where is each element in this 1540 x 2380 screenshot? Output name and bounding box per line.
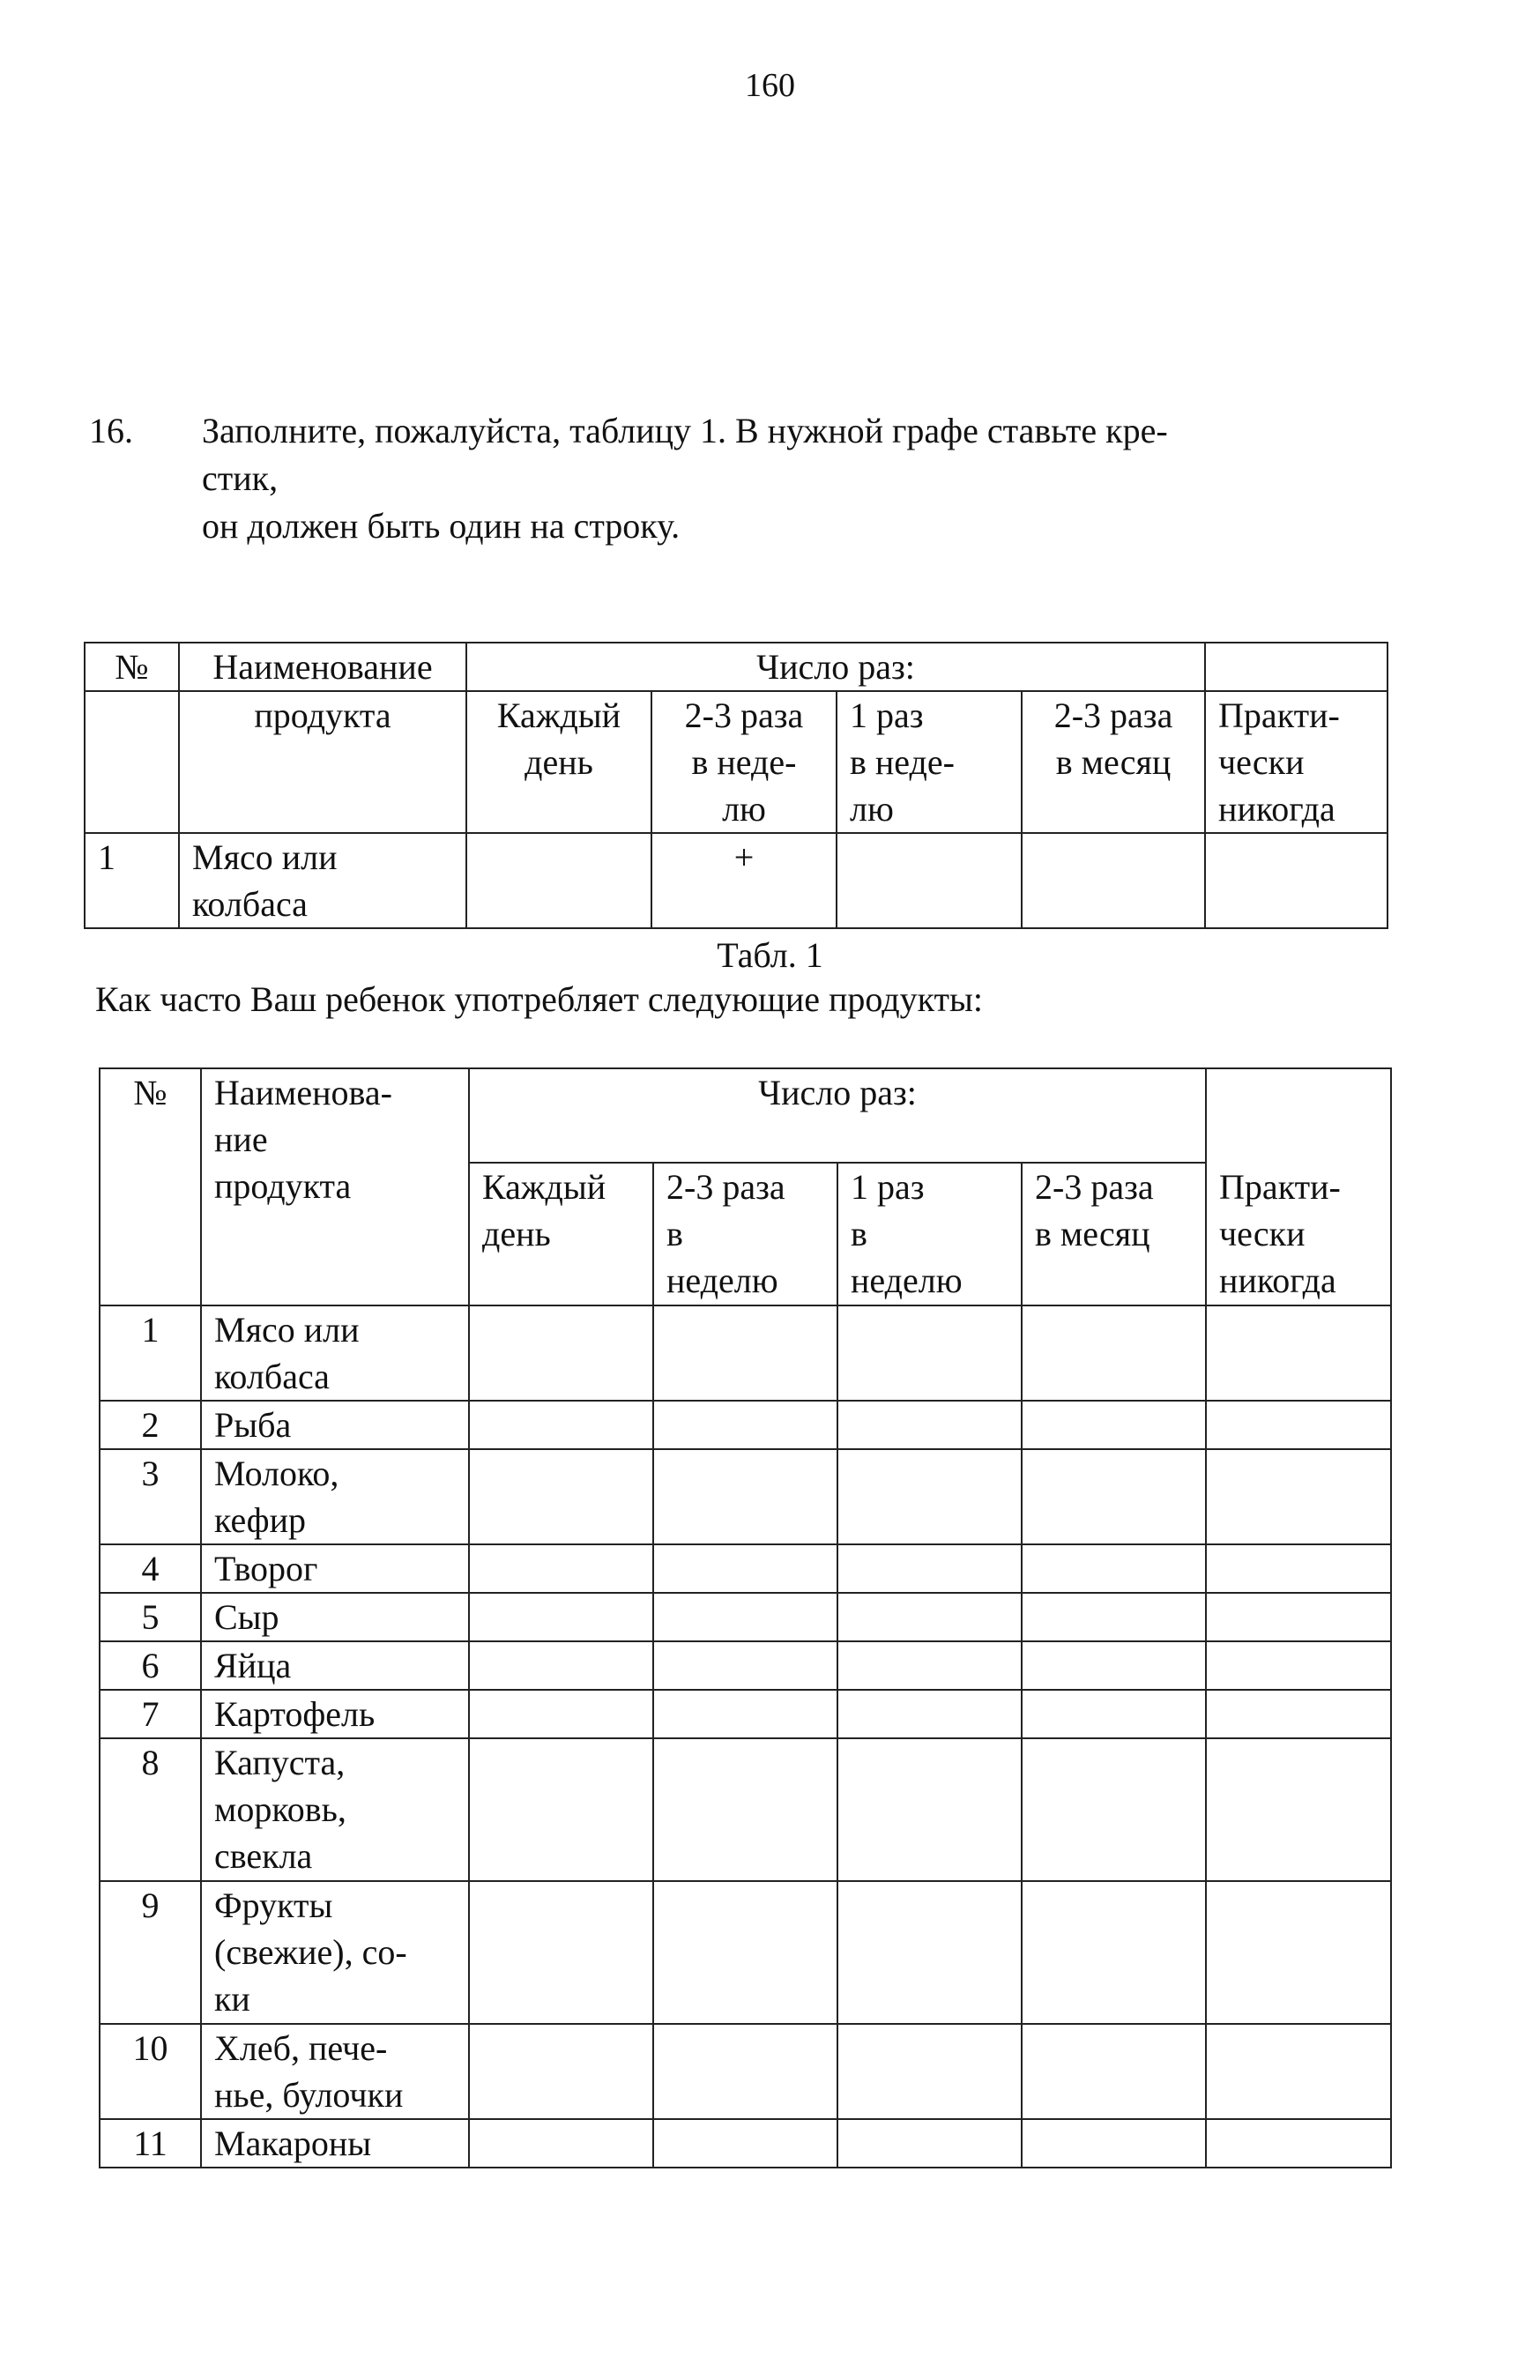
- header-line: Практи-: [1218, 695, 1340, 735]
- answer-cell[interactable]: [837, 2024, 1022, 2119]
- row-number: 2: [100, 1401, 201, 1449]
- answer-cell[interactable]: [653, 1641, 837, 1690]
- example-row-num: 1: [85, 833, 179, 928]
- table-row: [100, 1401, 1391, 1449]
- product-name: [201, 2119, 469, 2168]
- row-number: 11: [100, 2119, 201, 2168]
- example-header-empty: [1205, 643, 1387, 691]
- answer-cell[interactable]: [653, 2024, 837, 2119]
- answer-cell[interactable]: [837, 1305, 1022, 1401]
- row-number: 10: [100, 2024, 201, 2119]
- answer-cell[interactable]: [1206, 1544, 1391, 1593]
- answer-cell[interactable]: [653, 1305, 837, 1401]
- answer-cell[interactable]: [653, 1738, 837, 1881]
- product-name-line: колбаса: [214, 1357, 330, 1396]
- answer-cell[interactable]: [1206, 2119, 1391, 2168]
- product-name: [201, 1593, 469, 1641]
- table-row: [100, 1305, 1391, 1401]
- example-col-never: [1205, 691, 1387, 833]
- answer-cell[interactable]: [1022, 1690, 1206, 1738]
- row-number: 1: [100, 1305, 201, 1401]
- example-col-2-3-week: [651, 691, 837, 833]
- header-line: 2-3 раза: [666, 1167, 785, 1207]
- answer-cell[interactable]: [653, 1449, 837, 1544]
- example-cross-mark: +: [651, 833, 837, 928]
- answer-cell[interactable]: [1022, 1305, 1206, 1401]
- answer-cell[interactable]: [837, 1593, 1022, 1641]
- main-col-1-week: [837, 1163, 1022, 1305]
- header-line: чески: [1219, 1214, 1306, 1253]
- product-name-line: морковь,: [214, 1789, 346, 1829]
- question-line: он должен быть один на строку.: [202, 506, 681, 546]
- product-name: [201, 1881, 469, 2024]
- answer-cell[interactable]: [469, 1401, 653, 1449]
- table-row: [100, 2024, 1391, 2119]
- product-name: [201, 1449, 469, 1544]
- example-row-name: [179, 833, 466, 928]
- row-number: 5: [100, 1593, 201, 1641]
- answer-cell[interactable]: [469, 1449, 653, 1544]
- product-name-line: Рыба: [214, 1405, 292, 1445]
- answer-cell[interactable]: [469, 1738, 653, 1881]
- product-name-line: Макароны: [214, 2123, 372, 2163]
- answer-cell[interactable]: [469, 2024, 653, 2119]
- answer-cell[interactable]: [837, 1881, 1022, 2024]
- main-col-daily: [469, 1163, 653, 1305]
- answer-cell[interactable]: [469, 1881, 653, 2024]
- answer-cell[interactable]: [1022, 1544, 1206, 1593]
- main-col-2-3-month: [1022, 1163, 1206, 1305]
- product-name-line: Картофель: [214, 1694, 376, 1734]
- header-line: неделю: [851, 1261, 963, 1300]
- answer-cell[interactable]: [469, 1593, 653, 1641]
- question-number: 16.: [89, 411, 133, 450]
- question-line: стик,: [202, 458, 279, 498]
- table-intro: Как часто Ваш ребенок употребляет следующие продукты:: [95, 979, 983, 1019]
- header-line: Практи-: [1219, 1167, 1341, 1207]
- header-line: в неде-: [691, 742, 797, 782]
- table-row: [100, 1449, 1391, 1544]
- main-header-name: [201, 1068, 469, 1305]
- answer-cell[interactable]: [653, 1881, 837, 2024]
- answer-cell[interactable]: [837, 1449, 1022, 1544]
- example-cell: [1022, 833, 1205, 928]
- answer-cell[interactable]: [1022, 1641, 1206, 1690]
- answer-cell[interactable]: [837, 1738, 1022, 1881]
- answer-cell[interactable]: [1022, 1881, 1206, 2024]
- example-table: [84, 642, 1388, 929]
- header-line: продукта: [214, 1166, 352, 1206]
- answer-cell[interactable]: [1022, 1593, 1206, 1641]
- answer-cell[interactable]: [837, 1544, 1022, 1593]
- header-line: в неде-: [850, 742, 955, 782]
- answer-cell[interactable]: [1206, 1641, 1391, 1690]
- answer-cell[interactable]: [1206, 1593, 1391, 1641]
- main-col-never: [1206, 1068, 1391, 1305]
- answer-cell[interactable]: [469, 1544, 653, 1593]
- example-header-num: №: [85, 643, 179, 691]
- frequency-table: [99, 1067, 1392, 2168]
- answer-cell[interactable]: [1206, 1738, 1391, 1881]
- header-line: 2-3 раза: [1035, 1167, 1154, 1207]
- example-cell: [837, 833, 1022, 928]
- example-header-name-cont: продукта: [179, 691, 466, 833]
- header-line: в: [851, 1214, 867, 1253]
- product-name-line: нье, булочки: [214, 2075, 404, 2115]
- product-name: [201, 2024, 469, 2119]
- answer-cell[interactable]: [653, 1593, 837, 1641]
- header-line: лю: [850, 789, 894, 829]
- answer-cell[interactable]: [469, 1690, 653, 1738]
- answer-cell[interactable]: [653, 2119, 837, 2168]
- header-line: неделю: [666, 1261, 778, 1300]
- example-cell: [1205, 833, 1387, 928]
- header-line: 1 раз: [850, 695, 924, 735]
- answer-cell[interactable]: [837, 1690, 1022, 1738]
- answer-cell[interactable]: [653, 1544, 837, 1593]
- product-name-line: Мясо или: [214, 1310, 360, 1350]
- row-number: 8: [100, 1738, 201, 1881]
- table-row: [100, 1593, 1391, 1641]
- question-text: [202, 407, 1365, 550]
- example-header-name: Наименование: [179, 643, 466, 691]
- example-col-daily: [466, 691, 651, 833]
- product-name: [201, 1641, 469, 1690]
- table-row: [100, 1641, 1391, 1690]
- answer-cell[interactable]: [837, 2119, 1022, 2168]
- example-col-1-week: [837, 691, 1022, 833]
- example-header-num-cont: [85, 691, 179, 833]
- header-line: Каждый: [496, 695, 621, 735]
- table-row: [100, 1881, 1391, 2024]
- answer-cell[interactable]: [837, 1641, 1022, 1690]
- header-line: 2-3 раза: [1053, 695, 1173, 735]
- answer-cell[interactable]: [1206, 1449, 1391, 1544]
- product-name-line: Молоко,: [214, 1454, 339, 1493]
- header-line: 2-3 раза: [684, 695, 804, 735]
- product-name: [201, 1738, 469, 1881]
- product-name-line: ки: [214, 1979, 250, 2019]
- example-header-group: Число раз:: [466, 643, 1205, 691]
- header-line: день: [524, 742, 593, 782]
- table-row: [100, 1690, 1391, 1738]
- table-caption: Табл. 1: [717, 935, 823, 975]
- table-row: [100, 2119, 1391, 2168]
- header-line: в месяц: [1035, 1214, 1150, 1253]
- main-header-num: №: [100, 1068, 201, 1305]
- name-line: Мясо или: [192, 837, 338, 877]
- product-name-line: Творог: [214, 1549, 318, 1588]
- question-line: Заполните, пожалуйста, таблицу 1. В нужной графе ставьте кре-: [202, 411, 1168, 450]
- answer-cell[interactable]: [1022, 1401, 1206, 1449]
- header-line: Каждый: [482, 1167, 606, 1207]
- product-name-line: Капуста,: [214, 1743, 346, 1782]
- header-line: никогда: [1218, 789, 1335, 829]
- product-name: [201, 1690, 469, 1738]
- answer-cell[interactable]: [469, 1305, 653, 1401]
- table-row: [100, 1738, 1391, 1881]
- row-number: 6: [100, 1641, 201, 1690]
- product-name: [201, 1401, 469, 1449]
- answer-cell[interactable]: [837, 1401, 1022, 1449]
- row-number: 7: [100, 1690, 201, 1738]
- example-row: [85, 833, 1387, 928]
- header-line: никогда: [1219, 1261, 1336, 1300]
- product-name-line: Хлеб, пече-: [214, 2028, 388, 2068]
- header-line: 1 раз: [851, 1167, 925, 1207]
- main-col-2-3-week: [653, 1163, 837, 1305]
- row-number: 9: [100, 1881, 201, 2024]
- answer-cell[interactable]: [1206, 1690, 1391, 1738]
- product-name: [201, 1544, 469, 1593]
- product-name-line: Яйца: [214, 1646, 292, 1685]
- header-line: в: [666, 1214, 683, 1253]
- product-name: [201, 1305, 469, 1401]
- answer-cell[interactable]: [653, 1401, 837, 1449]
- answer-cell[interactable]: [1206, 1401, 1391, 1449]
- answer-cell[interactable]: [1022, 2119, 1206, 2168]
- product-name-line: кефир: [214, 1500, 307, 1540]
- product-name-line: Сыр: [214, 1597, 279, 1637]
- product-name-line: Фрукты: [214, 1885, 333, 1925]
- header-line: в месяц: [1055, 742, 1172, 782]
- answer-cell[interactable]: [1206, 2024, 1391, 2119]
- answer-cell[interactable]: [1022, 2024, 1206, 2119]
- answer-cell[interactable]: [469, 2119, 653, 2168]
- answer-cell[interactable]: [1206, 1305, 1391, 1401]
- header-line: день: [482, 1214, 551, 1253]
- row-number: 4: [100, 1544, 201, 1593]
- table-row: [100, 1544, 1391, 1593]
- page-number: 160: [745, 67, 795, 104]
- name-line: колбаса: [192, 884, 308, 924]
- product-name-line: свекла: [214, 1836, 313, 1876]
- header-line: лю: [722, 789, 766, 829]
- example-col-2-3-month: [1022, 691, 1205, 833]
- header-line: Наименова-: [214, 1073, 392, 1112]
- row-number: 3: [100, 1449, 201, 1544]
- answer-cell[interactable]: [1206, 1881, 1391, 2024]
- product-name-line: (свежие), со-: [214, 1932, 407, 1972]
- header-line: ние: [214, 1119, 268, 1159]
- main-header-group: Число раз:: [469, 1068, 1206, 1163]
- example-cell: [466, 833, 651, 928]
- answer-cell[interactable]: [1022, 1738, 1206, 1881]
- answer-cell[interactable]: [469, 1641, 653, 1690]
- header-line: чески: [1218, 742, 1305, 782]
- answer-cell[interactable]: [653, 1690, 837, 1738]
- answer-cell[interactable]: [1022, 1449, 1206, 1544]
